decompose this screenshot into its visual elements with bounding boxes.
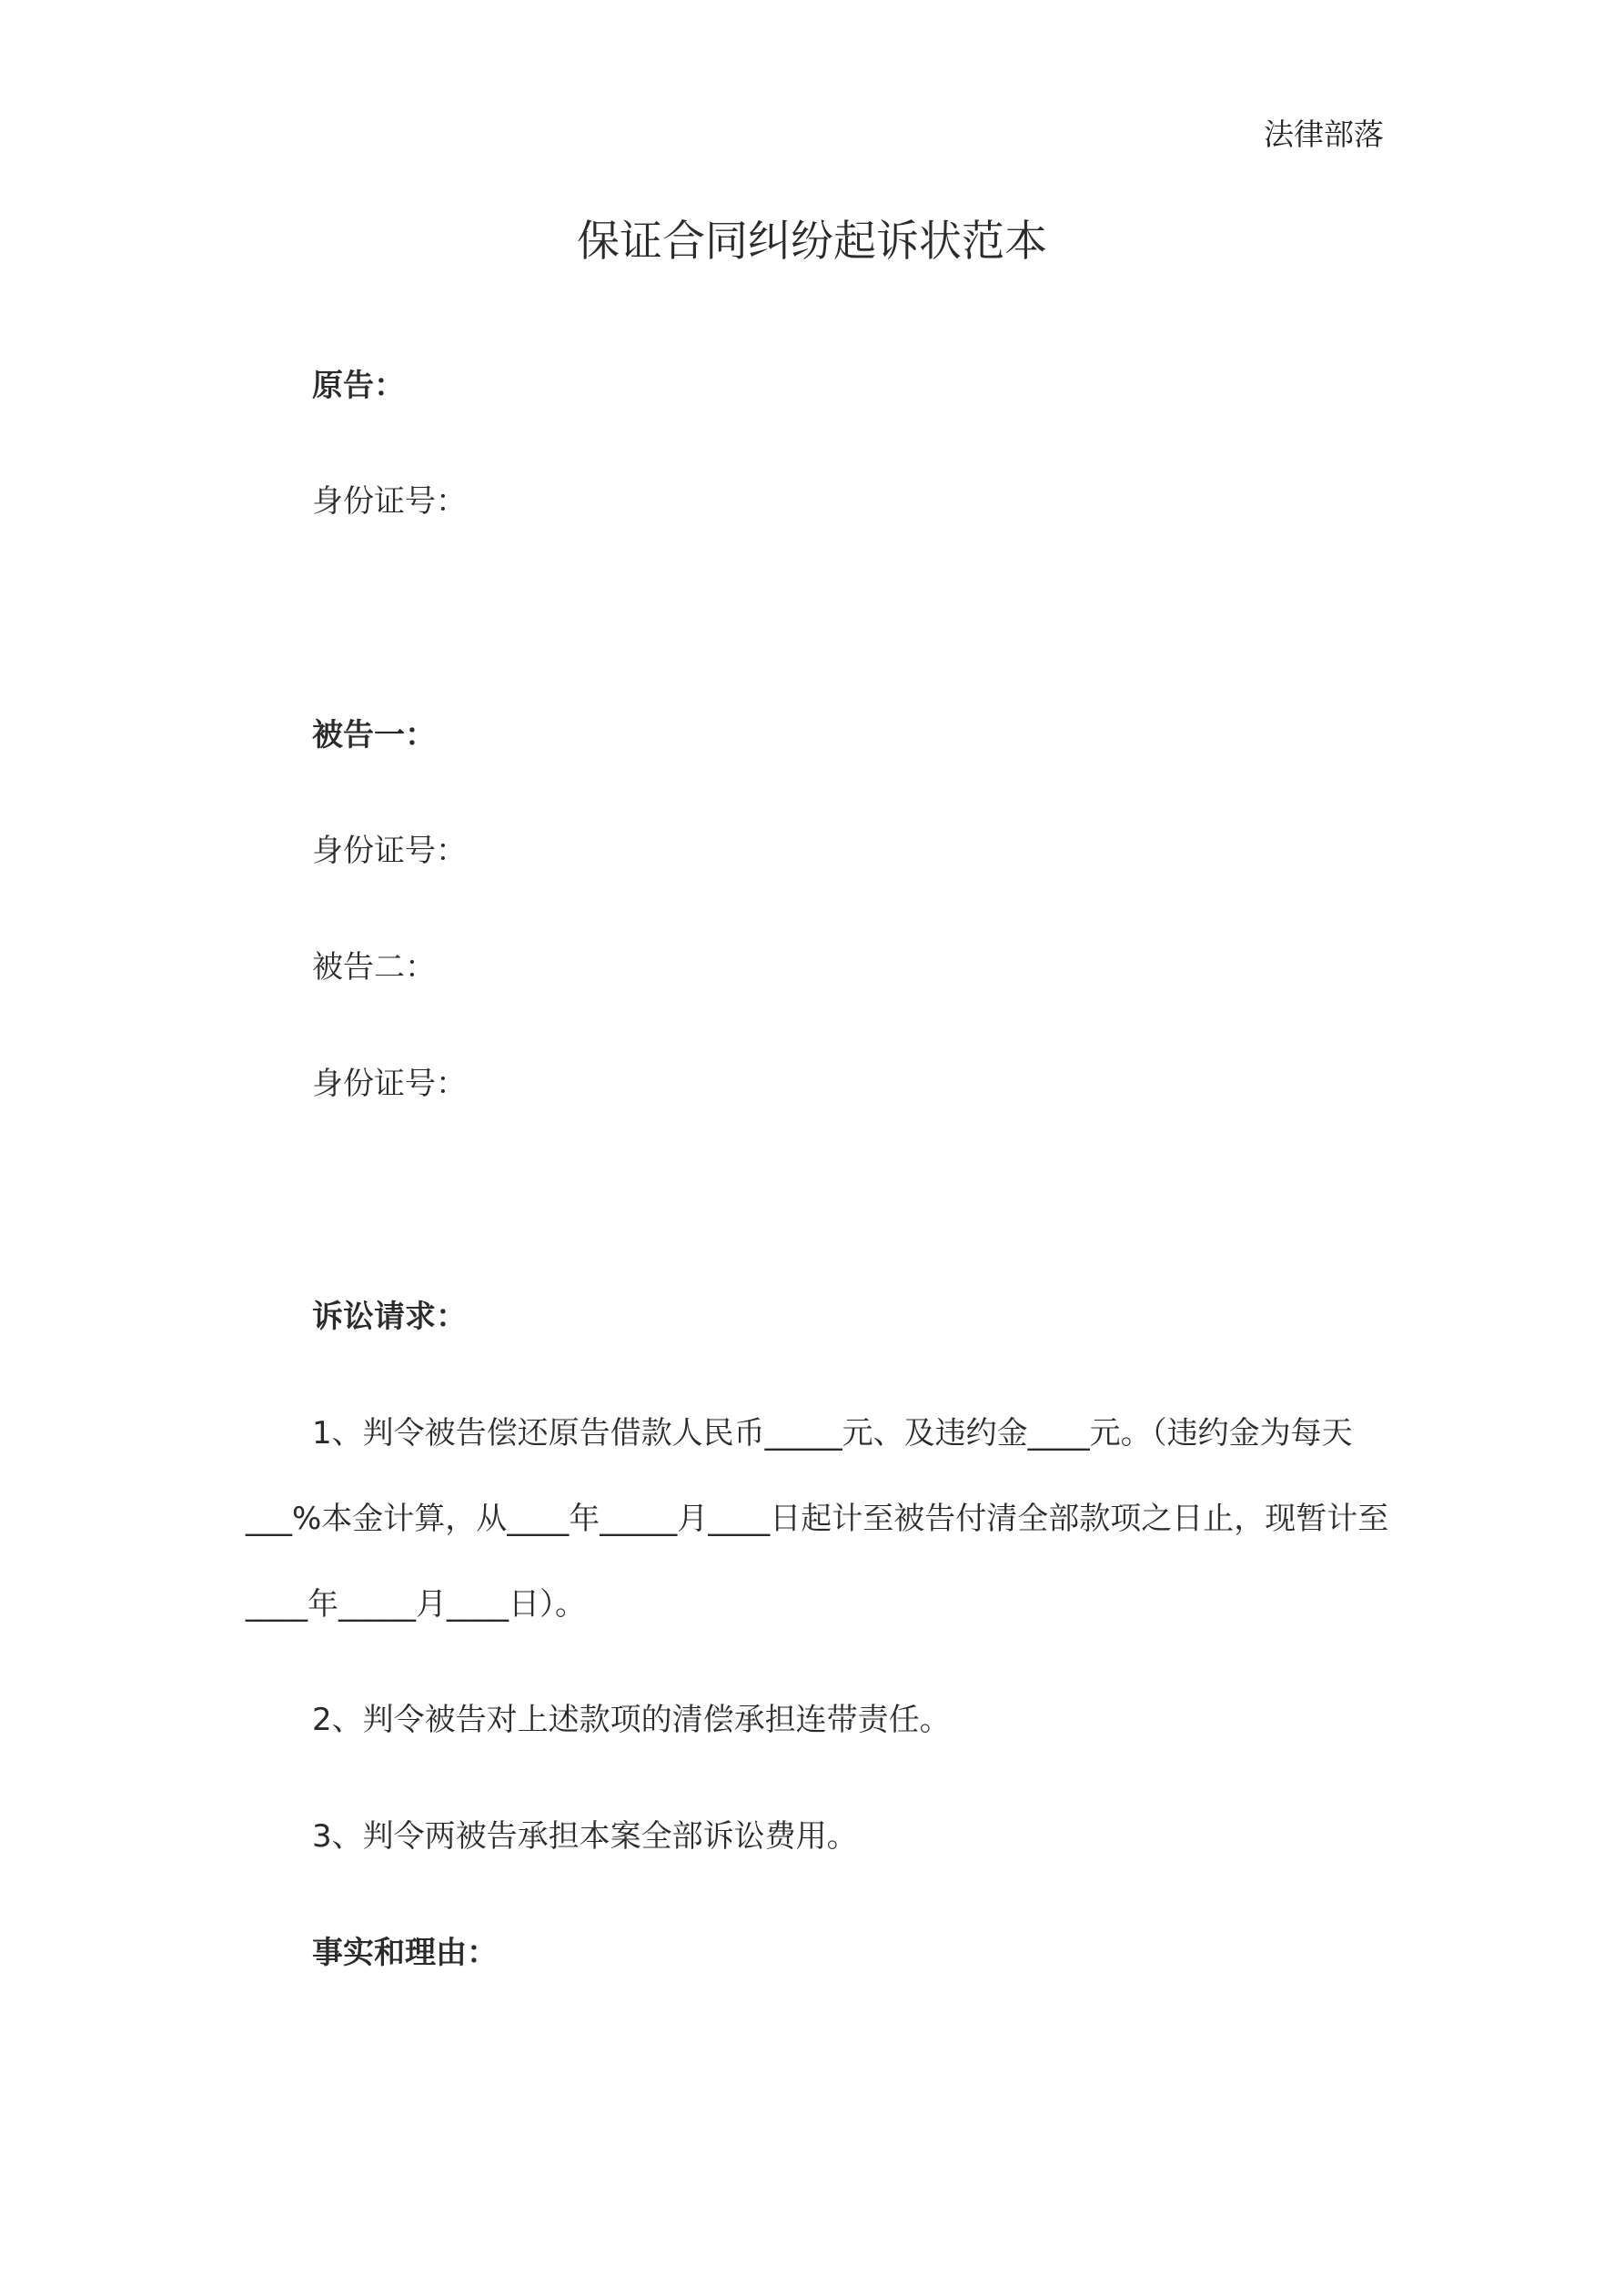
facts-heading: 事实和理由： <box>312 1935 498 1971</box>
plaintiff-id-label: 身份证号： <box>312 483 467 520</box>
claims-heading: 诉讼请求： <box>312 1299 467 1335</box>
claim-item-1: 1、判令被告偿还原告借款人民币_____元、及违约金____元。（违约金为每天___%本金计算，从____年_____月____日起计至被告付清全部款项之日止，现暂计至____年_____月____日）。 <box>246 1415 1389 1623</box>
plaintiff-label: 原告： <box>312 368 405 404</box>
header-brand: 法律部落 <box>1264 116 1384 152</box>
defendant2-id-label: 身份证号： <box>312 1066 467 1102</box>
document-title: 保证合同纠纷起诉状范本 <box>577 217 1047 267</box>
defendant1-label: 被告一： <box>312 717 436 754</box>
defendant1-id-label: 身份证号： <box>312 833 467 869</box>
defendant2-label: 被告二： <box>312 949 436 986</box>
claim-item-2: 2、判令被告对上述款项的清偿承担连带责任。 <box>312 1702 951 1738</box>
claim-item-3: 3、判令两被告承担本案全部诉讼费用。 <box>312 1818 858 1855</box>
